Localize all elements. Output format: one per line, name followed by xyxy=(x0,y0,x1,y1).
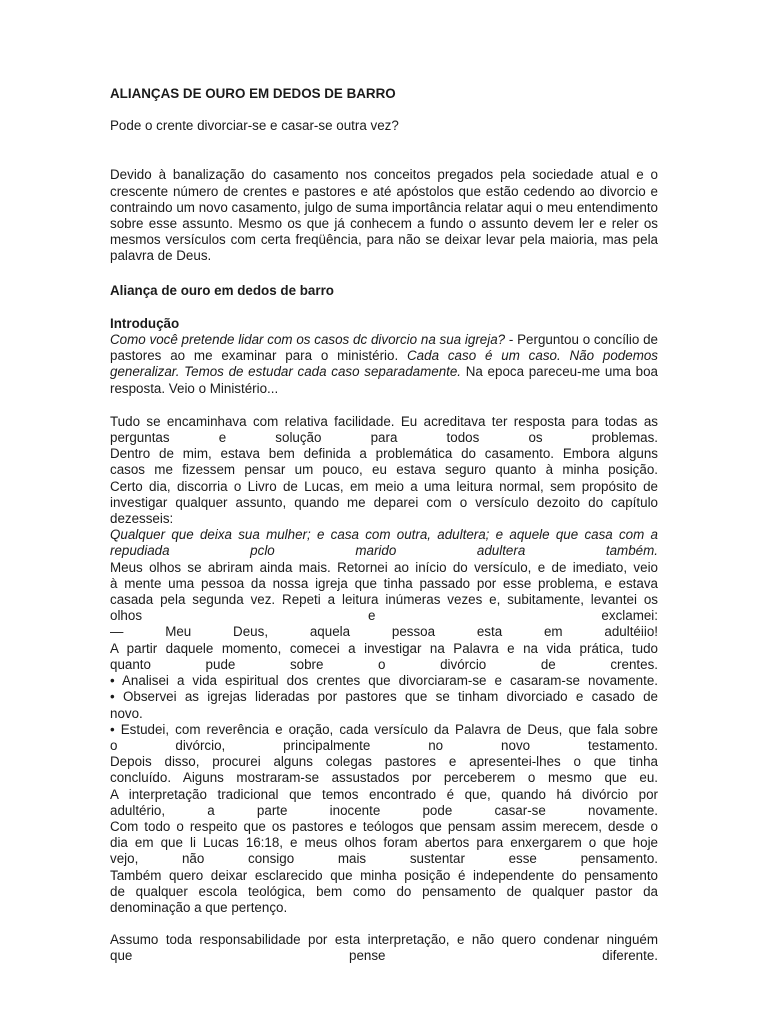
body-line: vejo, não consigo mais sustentar esse pensamento. xyxy=(110,851,658,867)
body-line: Certo dia, discorria o Livro de Lucas, em meio a uma leitura normal, sem propósito de xyxy=(110,478,658,494)
body-line: repudiada pclo marido adultera também. xyxy=(110,543,658,559)
body-line: Meus olhos se abriram ainda mais. Retornei ao início do versículo, e de imediato, veio xyxy=(110,559,658,575)
body-text xyxy=(110,414,658,965)
body-line: investigar qualquer assunto, quando me deparei com o versículo dezoito do capítulo xyxy=(110,494,658,510)
body-line: casada pela segunda vez. Repeti a leitura inúmeras vezes e, subitamente, levantei os xyxy=(110,592,658,608)
body-line: dezesseis: xyxy=(110,511,174,527)
body-line: o divórcio, principalmente no novo testamento. xyxy=(110,737,658,753)
body-line: olhos e exclamei: xyxy=(110,608,658,624)
body-line: Dentro de mim, estava bem definida a problemática do casamento. Embora alguns xyxy=(110,446,658,462)
body-line: Depois disso, procurei alguns colegas pastores e apresentei-lhes o que tinha xyxy=(110,754,658,770)
paragraph-gap xyxy=(110,916,658,932)
body-line: • Observei as igrejas lideradas por pastores que se tinham divorciado e casado de xyxy=(110,689,658,705)
intro-text-1: - Perguntou o concílio de pastores ao me examinar para o ministério. xyxy=(110,332,658,364)
body-line: casos me fizessem pensar um pouco, eu estava seguro quanto à minha posição. xyxy=(110,462,658,478)
body-line: • Estudei, com reverência e oração, cada versículo da Palavra de Deus, que fala sobre xyxy=(110,721,658,737)
body-line: novo. xyxy=(110,705,143,721)
document-page xyxy=(110,86,658,965)
body-line: Com todo o respeito que os pastores e teólogos que pensam assim merecem, desde o xyxy=(110,818,658,834)
body-line: quanto pude sobre o divórcio de crentes. xyxy=(110,656,658,672)
subsection-heading: Introdução xyxy=(110,315,180,331)
body-line: perguntas e solução para todos os problemas. xyxy=(110,430,658,446)
body-line: — Meu Deus, aquela pessoa esta em adultéiio! xyxy=(110,624,658,640)
intro-question: Como você pretende lidar com os casos dc divorcio na sua igreja? xyxy=(110,332,506,348)
body-line: denominação a que pertenço. xyxy=(110,899,288,915)
document-subtitle: Pode o crente divorciar-se e casar-se outra vez? xyxy=(110,118,399,134)
body-line: Tudo se encaminhava com relativa facilidade. Eu acreditava ter resposta para todas as xyxy=(110,413,658,429)
section-heading: Aliança de ouro em dedos de barro xyxy=(110,282,334,298)
body-line: à mente uma pessoa da nossa igreja que tinha passado por esse problema, e estava xyxy=(110,575,658,591)
body-line: concluído. Aiguns mostraram-se assustados por perceberem o mesmo que eu. xyxy=(110,770,658,786)
intro-paragraph: Devido à banalização do casamento nos conceitos pregados pela sociedade atual e o crescente número de crentes e pastores e até apóstolos que estão cedendo ao divorcio e contraindo um novo casamento, julgo de suma importância relatar aqui o meu entendimento sobre esse assunto. Mesmo os que já conhecem a fundo o assunto devem ler e reler os mesmos versículos com certa freqüência, para não se deixar levar pela maioria, mas pela palavra de Deus. xyxy=(110,167,658,264)
introduction-paragraph xyxy=(110,332,658,397)
body-line: dia em que li Lucas 16:18, e meus olhos foram abertos para enxergarem o que hoje xyxy=(110,835,658,851)
body-line: adultério, a parte inocente pode casar-se novamente. xyxy=(110,802,658,818)
intro-answer: Cada caso é um caso. Não podemos generalizar. Temos de estudar cada caso separadamente. xyxy=(110,348,658,380)
body-line: Assumo toda responsabilidade por esta interpretação, e não quero condenar ninguém xyxy=(110,932,658,948)
body-line: • Analisei a vida espiritual dos crentes que divorciaram-se e casaram-se novamente. xyxy=(110,673,658,689)
body-line: de qualquer escola teológica, bem como do pensamento de qualquer pastor da xyxy=(110,883,658,899)
body-line: A partir daquele momento, comecei a investigar na Palavra e na vida prática, tudo xyxy=(110,640,658,656)
body-line: que pense diferente. xyxy=(110,948,658,964)
document-title: ALIANÇAS DE OURO EM DEDOS DE BARRO xyxy=(110,86,396,101)
intro-text-2: Na epoca pareceu-me uma boa resposta. Veio o Ministério... xyxy=(110,364,658,396)
body-line: Qualquer que deixa sua mulher; e casa com outra, adultera; e aquele que casa com a xyxy=(110,527,658,543)
body-line: A interpretação tradicional que temos encontrado é que, quando há divórcio por xyxy=(110,786,658,802)
body-line: Também quero deixar esclarecido que minha posição é independente do pensamento xyxy=(110,867,658,883)
